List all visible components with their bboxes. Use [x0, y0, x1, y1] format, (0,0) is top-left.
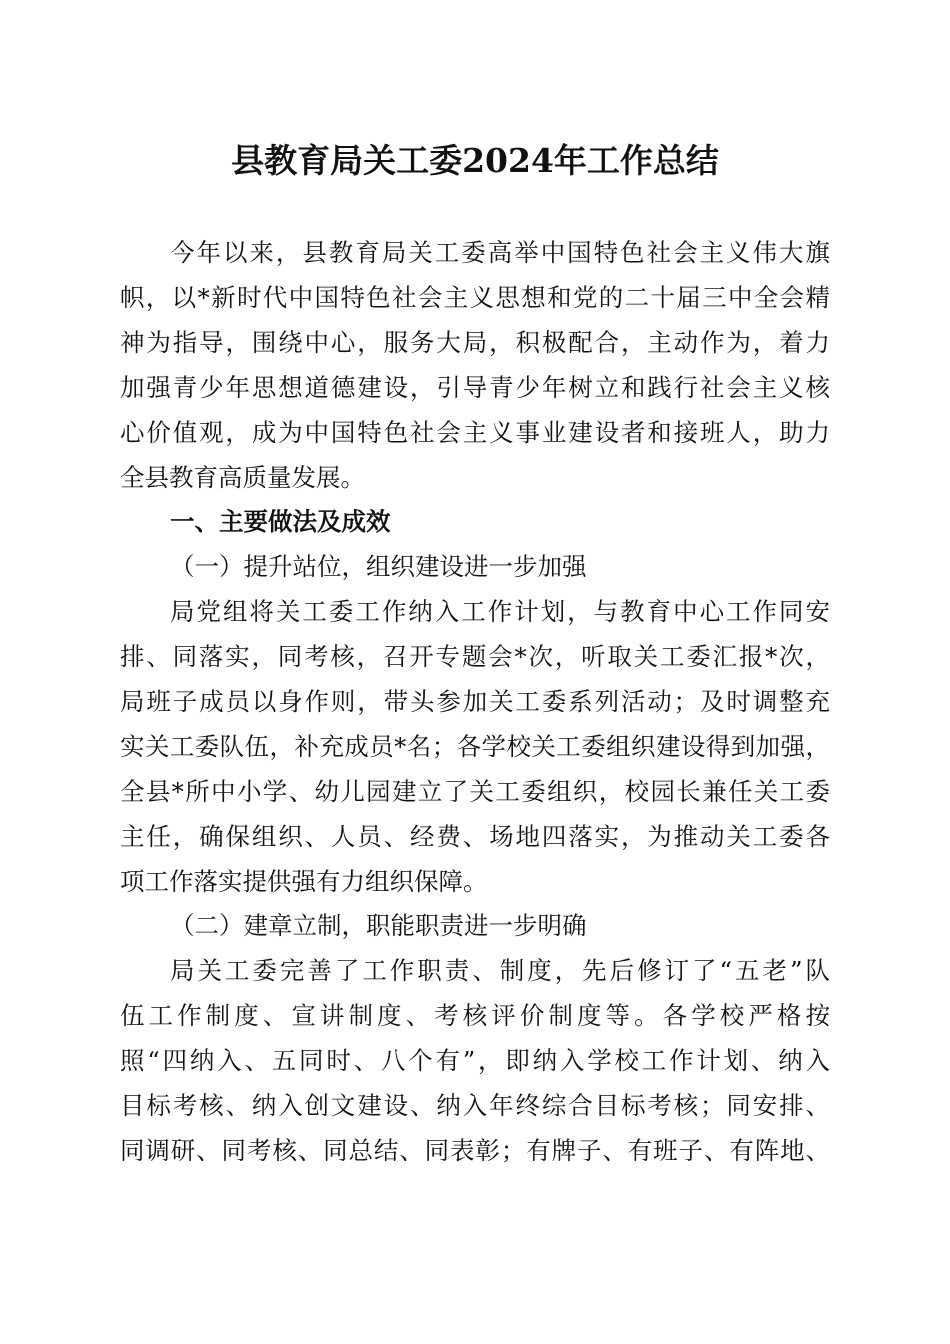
- text-line: 心价值观，成为中国特色社会主义事业建设者和接班人，助力: [120, 418, 830, 447]
- text-line: 帜，以*新时代中国特色社会主义思想和党的二十届三中全会精: [120, 283, 830, 312]
- text-line: 今年以来，县教育局关工委高举中国特色社会主义伟大旗: [170, 238, 830, 267]
- text-line: 伍工作制度、宣讲制度、考核评价制度等。各学校严格按: [120, 1001, 830, 1030]
- text-line: 主任，确保组织、人员、经费、场地四落实，为推动关工委各: [120, 822, 830, 851]
- text-line: 局关工委完善了工作职责、制度，先后修订了“五老”队: [170, 956, 830, 985]
- text-line: 全县*所中小学、幼儿园建立了关工委组织，校园长兼任关工委: [120, 777, 830, 806]
- text-line: 实关工委队伍，补充成员*名；各学校关工委组织建设得到加强，: [120, 732, 830, 761]
- text-line: 同调研、同考核、同总结、同表彰；有牌子、有班子、有阵地、: [120, 1136, 830, 1165]
- text-line: 项工作落实提供强有力组织保障。: [120, 867, 488, 896]
- text-line: （一）提升站位，组织建设进一步加强: [170, 552, 587, 581]
- text-line: 神为指导，围绕中心，服务大局，积极配合，主动作为，着力: [120, 328, 830, 357]
- text-line: 局班子成员以身作则，带头参加关工委系列活动；及时调整充: [120, 687, 830, 716]
- text-line: 局党组将关工委工作纳入工作计划，与教育中心工作同安: [170, 597, 830, 626]
- text-line: 排、同落实，同考核，召开专题会*次，听取关工委汇报*次，: [120, 642, 830, 671]
- text-line: 加强青少年思想道德建设，引导青少年树立和践行社会主义核: [120, 373, 830, 402]
- text-line: 目标考核、纳入创文建设、纳入年终综合目标考核；同安排、: [120, 1091, 830, 1120]
- section-heading: 一、主要做法及成效: [170, 507, 391, 536]
- text-line: （二）建章立制，职能职责进一步明确: [170, 911, 587, 940]
- text-line: 全县教育高质量发展。: [120, 463, 365, 492]
- text-line: 照“四纳入、五同时、八个有”，即纳入学校工作计划、纳入: [120, 1046, 830, 1075]
- document-title: 县教育局关工委2024年工作总结: [231, 141, 719, 180]
